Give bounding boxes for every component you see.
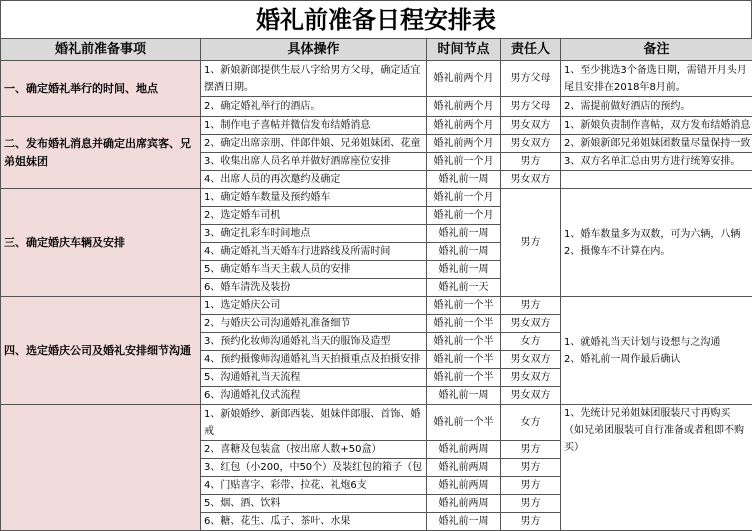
time-cell: 婚礼前一个半 bbox=[427, 315, 501, 333]
header-category: 婚礼前准备事项 bbox=[1, 39, 201, 61]
time-cell: 婚礼前一个半 bbox=[427, 369, 501, 387]
operation-cell: 6、婚车清洗及装扮 bbox=[201, 279, 427, 297]
owner-cell: 男方 bbox=[501, 477, 561, 495]
time-cell: 婚礼前两个月 bbox=[427, 135, 501, 153]
operation-cell: 4、出席人员的再次邀约及确定 bbox=[201, 171, 427, 189]
operation-cell: 2、喜糖及包装盒（按出席人数+50盒） bbox=[201, 441, 427, 459]
operation-cell: 5、烟、酒、饮料 bbox=[201, 495, 427, 513]
note-cell bbox=[561, 297, 752, 405]
owner-cell: 男女双方 bbox=[501, 387, 561, 405]
owner-cell: 男方 bbox=[501, 513, 561, 531]
operation-cell: 1、选定婚庆公司 bbox=[201, 297, 427, 315]
owner-cell: 男方 bbox=[501, 189, 561, 297]
category-cell: 三、确定婚庆车辆及安排 bbox=[1, 189, 201, 297]
table-header-row bbox=[1, 39, 752, 61]
note-line: 1、婚车数量多为双数，可为六辆，八辆 bbox=[564, 226, 749, 243]
operation-cell: 4、门贴喜字、彩带、拉花、礼炮6支 bbox=[201, 477, 427, 495]
owner-cell: 男女双方 bbox=[501, 117, 561, 135]
time-cell: 婚礼前一个半 bbox=[427, 405, 501, 441]
operation-cell: 6、糖、花生、瓜子、茶叶、水果 bbox=[201, 513, 427, 531]
page-title: 婚礼前准备日程安排表 bbox=[0, 0, 752, 38]
note-cell: 1、新娘负责制作喜帖，双方发布结婚消息 bbox=[561, 117, 752, 135]
operation-cell: 2、确定婚礼举行的酒店。 bbox=[201, 97, 427, 117]
owner-cell: 男女双方 bbox=[501, 315, 561, 333]
operation-cell: 4、确定婚礼当天婚车行进路线及所需时间 bbox=[201, 243, 427, 261]
table-row bbox=[1, 117, 752, 135]
note-cell bbox=[561, 189, 752, 297]
header-operation: 具体操作 bbox=[201, 39, 427, 61]
time-cell: 婚礼前一个月 bbox=[427, 189, 501, 207]
time-cell: 婚礼前两周 bbox=[427, 477, 501, 495]
time-cell: 婚礼前两个月 bbox=[427, 117, 501, 135]
time-cell: 婚礼前两周 bbox=[427, 459, 501, 477]
header-time: 时间节点 bbox=[427, 39, 501, 61]
category-cell: 二、发布婚礼消息并确定出席宾客、兄弟姐妹团 bbox=[1, 117, 201, 189]
time-cell: 婚礼前一个半 bbox=[427, 333, 501, 351]
owner-cell: 男方 bbox=[501, 297, 561, 315]
time-cell: 婚礼前一周 bbox=[427, 261, 501, 279]
operation-cell: 2、确定出席亲朋、伴郎伴娘、兄弟姐妹团、花童 bbox=[201, 135, 427, 153]
owner-cell: 男方 bbox=[501, 495, 561, 513]
time-cell: 婚礼前一周 bbox=[427, 387, 501, 405]
note-cell: 3、双方名单汇总由男方进行统筹安排。 bbox=[561, 153, 752, 171]
owner-cell: 男方父母 bbox=[501, 97, 561, 117]
header-note: 备注 bbox=[561, 39, 752, 61]
operation-cell: 1、新娘婚纱、新郎西装、姐妹伴郎服、首饰、婚戒 bbox=[201, 405, 427, 441]
note-line: 2、摄像车不计算在内。 bbox=[564, 243, 749, 260]
time-cell: 婚礼前两个月 bbox=[427, 97, 501, 117]
note-line: 1、先统计兄弟姐妹团服装尺寸再购买 bbox=[564, 405, 749, 422]
operation-cell: 3、预约化妆师沟通婚礼当天的服饰及造型 bbox=[201, 333, 427, 351]
time-cell: 婚礼前一周 bbox=[427, 225, 501, 243]
time-cell: 婚礼前一周 bbox=[427, 513, 501, 531]
note-cell: 2、新娘新郎兄弟姐妹团数量尽量保持一致 bbox=[561, 135, 752, 153]
note-cell bbox=[561, 405, 752, 531]
time-cell: 婚礼前一个半 bbox=[427, 351, 501, 369]
category-cell bbox=[1, 405, 201, 531]
operation-cell: 1、新娘新郎提供生辰八字给男方父母，确定适宜摆酒日期。 bbox=[201, 61, 427, 97]
note-line: 2、婚礼前一周作最后确认 bbox=[564, 351, 749, 368]
table-row bbox=[1, 61, 752, 97]
category-cell: 四、选定婚庆公司及婚礼安排细节沟通 bbox=[1, 297, 201, 405]
table-row bbox=[1, 405, 752, 441]
owner-cell: 男方父母 bbox=[501, 61, 561, 97]
note-line: 1、就婚礼当天计划与设想与之沟通 bbox=[564, 334, 749, 351]
header-owner: 责任人 bbox=[501, 39, 561, 61]
owner-cell: 男女双方 bbox=[501, 369, 561, 387]
table-row bbox=[1, 297, 752, 315]
time-cell: 婚礼前一个月 bbox=[427, 153, 501, 171]
schedule-table bbox=[0, 38, 752, 531]
owner-cell: 男女双方 bbox=[501, 135, 561, 153]
operation-cell: 6、沟通婚礼仪式流程 bbox=[201, 387, 427, 405]
operation-cell: 1、确定婚车数量及预约婚车 bbox=[201, 189, 427, 207]
owner-cell: 女方 bbox=[501, 333, 561, 351]
note-cell-empty bbox=[561, 171, 752, 189]
time-cell: 婚礼前两周 bbox=[427, 441, 501, 459]
time-cell: 婚礼前一周 bbox=[427, 243, 501, 261]
time-cell: 婚礼前两个月 bbox=[427, 61, 501, 97]
operation-cell: 2、与婚庆公司沟通婚礼准备细节 bbox=[201, 315, 427, 333]
owner-cell: 男方 bbox=[501, 153, 561, 171]
operation-cell: 3、确定扎彩车时间地点 bbox=[201, 225, 427, 243]
time-cell: 婚礼前一个半 bbox=[427, 297, 501, 315]
time-cell: 婚礼前两周 bbox=[427, 495, 501, 513]
time-cell: 婚礼前一天 bbox=[427, 279, 501, 297]
operation-cell: 2、选定婚车司机 bbox=[201, 207, 427, 225]
category-cell: 一、确定婚礼举行的时间、地点 bbox=[1, 61, 201, 117]
operation-cell: 3、红包（小200，中50个）及装红包的箱子（包 bbox=[201, 459, 427, 477]
note-cell: 1、至少挑选3个备选日期，需错开月头月尾且安排在2018年8月前。 bbox=[561, 61, 752, 97]
operation-cell: 5、确定婚车当天主载人员的安排 bbox=[201, 261, 427, 279]
note-cell: 2、需提前做好酒店的预约。 bbox=[561, 97, 752, 117]
operation-cell: 4、预约摄像师沟通婚礼当天拍摄重点及拍摄安排 bbox=[201, 351, 427, 369]
owner-cell: 女方 bbox=[501, 405, 561, 441]
owner-cell: 男方 bbox=[501, 441, 561, 459]
operation-cell: 1、制作电子喜帖并微信发布结婚消息 bbox=[201, 117, 427, 135]
time-cell: 婚礼前一周 bbox=[427, 171, 501, 189]
table-row bbox=[1, 189, 752, 207]
note-line: （如兄弟团服装可自行准备或者租即不购买） bbox=[564, 422, 749, 456]
owner-cell: 男方 bbox=[501, 459, 561, 477]
table-body bbox=[1, 61, 752, 531]
operation-cell: 3、收集出席人员名单并做好酒席座位安排 bbox=[201, 153, 427, 171]
time-cell: 婚礼前一个月 bbox=[427, 207, 501, 225]
owner-cell: 男女双方 bbox=[501, 171, 561, 189]
operation-cell: 5、沟通婚礼当天流程 bbox=[201, 369, 427, 387]
owner-cell: 男女双方 bbox=[501, 351, 561, 369]
